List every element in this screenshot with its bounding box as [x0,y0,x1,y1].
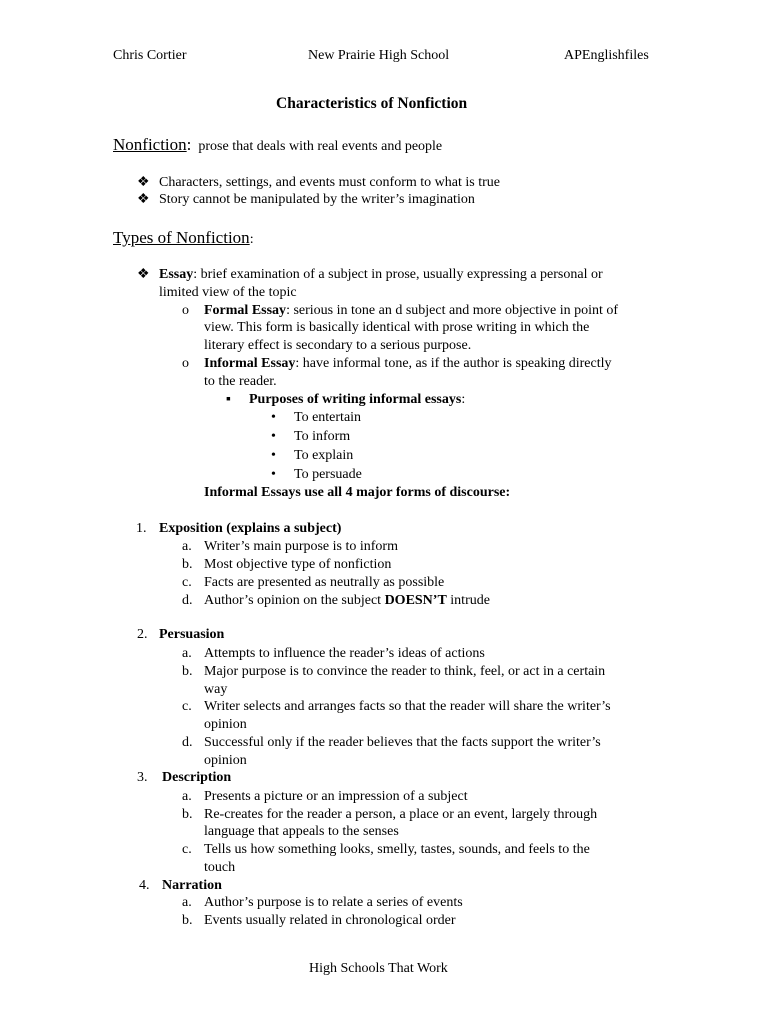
list-letter: a. [182,789,192,804]
list-item: To inform [294,429,351,444]
formal-line-3: literary effect is secondary to a serious purpose. [204,338,472,353]
list-item-continued: touch [204,860,236,875]
nonfiction-definition-text: prose that deals with real events and people [198,139,443,154]
list-item-continued: way [204,682,228,697]
list-letter: a. [182,895,192,910]
circle-bullet-icon: o [182,303,189,318]
persuasion-title: Persuasion [159,627,225,642]
list-letter: a. [182,539,192,554]
list-item: Attempts to influence the reader’s ideas of actions [204,646,485,661]
diamond-bullet-icon: ❖ [137,175,150,190]
essay-line-1: Essay: brief examination of a subject in prose, usually expressing a personal or [159,267,603,282]
list-letter: b. [182,664,193,679]
diamond-bullet-icon: ❖ [137,267,150,282]
list-letter: c. [182,699,192,714]
narration-title: Narration [162,878,222,893]
informal-label: Informal Essay [204,356,296,371]
list-item: Events usually related in chronological order [204,913,456,928]
list-item: Author’s opinion on the subject DOESN’T intrude [204,593,490,608]
purposes-label: Purposes of writing informal essays [249,392,462,407]
types-heading: Types of Nonfiction [113,228,250,247]
formal-line-1: Formal Essay: serious in tone an d subject and more objective in point of [204,303,619,318]
nonfiction-definition: Nonfiction: prose that deals with real events and people [113,135,443,154]
formal-line-2: view. This form is basically identical with prose writing in which the [204,320,590,335]
list-item: Most objective type of nonfiction [204,557,392,572]
list-number: 4. [139,878,150,893]
header-school: New Prairie High School [308,48,450,63]
list-item: To explain [294,448,354,463]
list-item: To persuade [294,467,362,482]
types-heading-line: Types of Nonfiction: [113,228,254,247]
list-item: Story cannot be manipulated by the writer’s imagination [159,192,475,207]
list-item-continued: language that appeals to the senses [204,824,399,839]
emphasis: DOESN’T [384,593,447,608]
list-item-continued: opinion [204,717,247,732]
header-site: APEnglishfiles [564,48,649,63]
dot-bullet-icon: • [271,467,276,482]
informal-line-1: Informal Essay: have informal tone, as if the author is speaking directly [204,356,612,371]
list-item: Tells us how something looks, smelly, tastes, sounds, and feels to the [204,842,590,857]
page-footer: High Schools That Work [309,961,448,976]
list-letter: d. [182,735,193,750]
diamond-bullet-icon: ❖ [137,192,150,207]
description-title: Description [162,770,232,785]
list-item: Characters, settings, and events must conform to what is true [159,175,500,190]
circle-bullet-icon: o [182,356,189,371]
list-item: Writer selects and arranges facts so that the reader will share the writer’s [204,699,611,714]
list-number: 1. [136,521,147,536]
essay-label: Essay [159,267,194,282]
list-letter: b. [182,807,193,822]
list-letter: b. [182,557,193,572]
nonfiction-heading: Nonfiction [113,135,187,154]
list-letter: c. [182,842,192,857]
dot-bullet-icon: • [271,429,276,444]
dot-bullet-icon: • [271,410,276,425]
list-letter: b. [182,913,193,928]
square-bullet-icon: ▪ [226,392,231,407]
page-title: Characteristics of Nonfiction [276,95,468,112]
list-number: 2. [137,627,148,642]
list-number: 3. [137,770,148,785]
list-item: Re-creates for the reader a person, a place or an event, largely through [204,807,598,822]
list-letter: d. [182,593,193,608]
list-item: To entertain [294,410,362,425]
list-item: Presents a picture or an impression of a subject [204,789,468,804]
header-author: Chris Cortier [113,48,187,63]
forms-note: Informal Essays use all 4 major forms of discourse: [204,485,511,500]
list-item: Successful only if the reader believes that the facts support the writer’s [204,735,601,750]
list-letter: c. [182,575,192,590]
exposition-title: Exposition (explains a subject) [159,521,342,536]
list-item-continued: opinion [204,753,247,768]
list-item: Facts are presented as neutrally as possible [204,575,445,590]
essay-line-2: limited view of the topic [159,285,297,300]
list-item: Writer’s main purpose is to inform [204,539,398,554]
list-item: Author’s purpose is to relate a series of events [204,895,463,910]
list-letter: a. [182,646,192,661]
formal-label: Formal Essay [204,303,287,318]
list-item: Major purpose is to convince the reader to think, feel, or act in a certain [204,664,606,679]
informal-line-2: to the reader. [204,374,277,389]
purposes-line: Purposes of writing informal essays: [249,392,466,407]
dot-bullet-icon: • [271,448,276,463]
